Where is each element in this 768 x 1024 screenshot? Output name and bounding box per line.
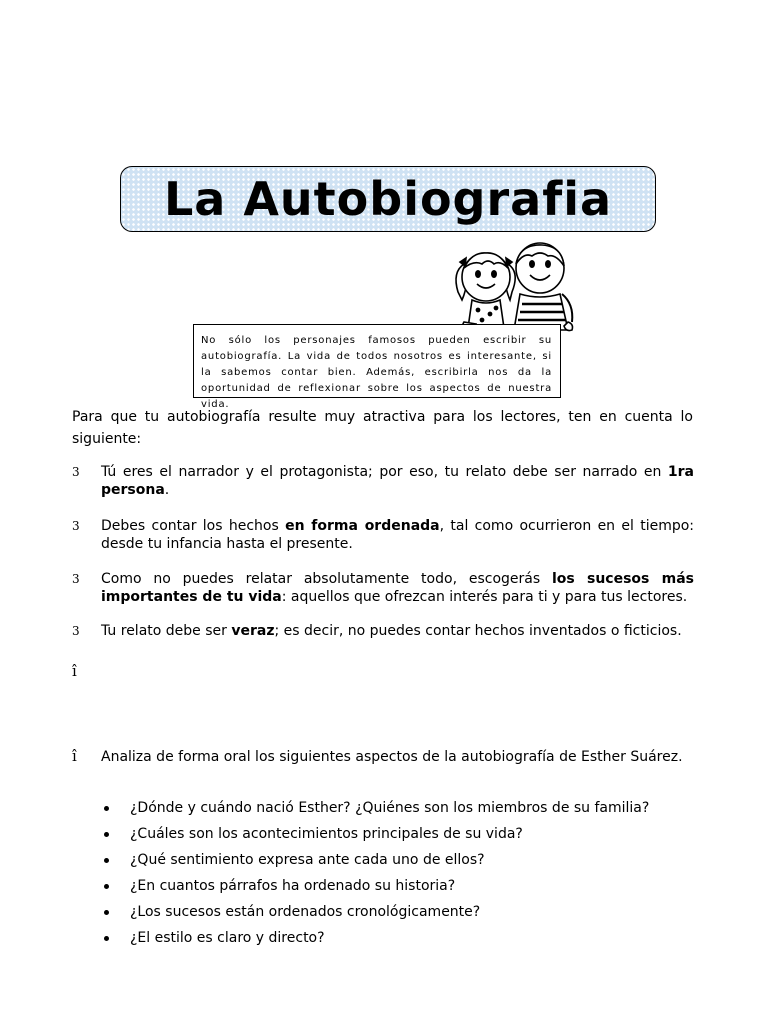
section-marker: î xyxy=(72,747,77,765)
rule-text: Tu relato debe ser veraz; es decir, no puedes contar hechos inventados o ficticios. xyxy=(101,623,682,639)
rule-marker: 3 xyxy=(72,572,80,586)
rule-item xyxy=(72,517,694,553)
page-title: La Autobiografia xyxy=(163,172,613,226)
section-marker: î xyxy=(72,662,77,680)
rule-marker: 3 xyxy=(72,624,80,638)
bullet-icon xyxy=(104,910,109,915)
girl-figure xyxy=(456,253,515,330)
rule-item xyxy=(72,622,694,640)
bullet-icon xyxy=(104,858,109,863)
rule-marker: 3 xyxy=(72,519,80,533)
question-list xyxy=(102,797,649,953)
list-item: ¿Los sucesos están ordenados cronológicamente? xyxy=(102,901,649,927)
rule-text: Tú eres el narrador y el protagonista; por eso, tu relato debe ser narrado en 1ra persona. xyxy=(101,464,694,498)
list-item: ¿Dónde y cuándo nació Esther? ¿Quiénes son los miembros de su familia? xyxy=(102,797,649,823)
list-item: ¿El estilo es claro y directo? xyxy=(102,927,649,953)
list-item: ¿Cuáles son los acontecimientos principales de su vida? xyxy=(102,823,649,849)
rule-item xyxy=(72,463,694,499)
intro-paragraph: Para que tu autobiografía resulte muy atractiva para los lectores, ten en cuenta lo siguiente: xyxy=(72,409,693,447)
rule-text: Como no puedes relatar absolutamente todo, escogerás los sucesos más importantes de tu vida: aquellos que ofrezcan interés para ti y para tus lectores. xyxy=(101,571,694,605)
bullet-icon xyxy=(104,806,109,811)
bullet-icon xyxy=(104,936,109,941)
bullet-icon xyxy=(104,832,109,837)
intro-note: No sólo los personajes famosos pueden escribir su autobiografía. La vida de todos nosotros es interesante, si la sabemos contar bien. Además, escribirla nos da la oportunidad de reflexionar sobre los aspectos de nuestra vida. xyxy=(193,324,561,398)
boy-figure xyxy=(514,243,573,331)
analysis-instruction: Analiza de forma oral los siguientes aspectos de la autobiografía de Esther Suárez. xyxy=(101,749,683,765)
list-item: ¿Qué sentimiento expresa ante cada uno de ellos? xyxy=(102,849,649,875)
rule-text: Debes contar los hechos en forma ordenada, tal como ocurrieron en el tiempo: desde tu infancia hasta el presente. xyxy=(101,518,694,552)
rule-item xyxy=(72,570,694,606)
title-banner xyxy=(120,166,656,232)
rule-marker: 3 xyxy=(72,465,80,479)
list-item: ¿En cuantos párrafos ha ordenado su historia? xyxy=(102,875,649,901)
bullet-icon xyxy=(104,884,109,889)
